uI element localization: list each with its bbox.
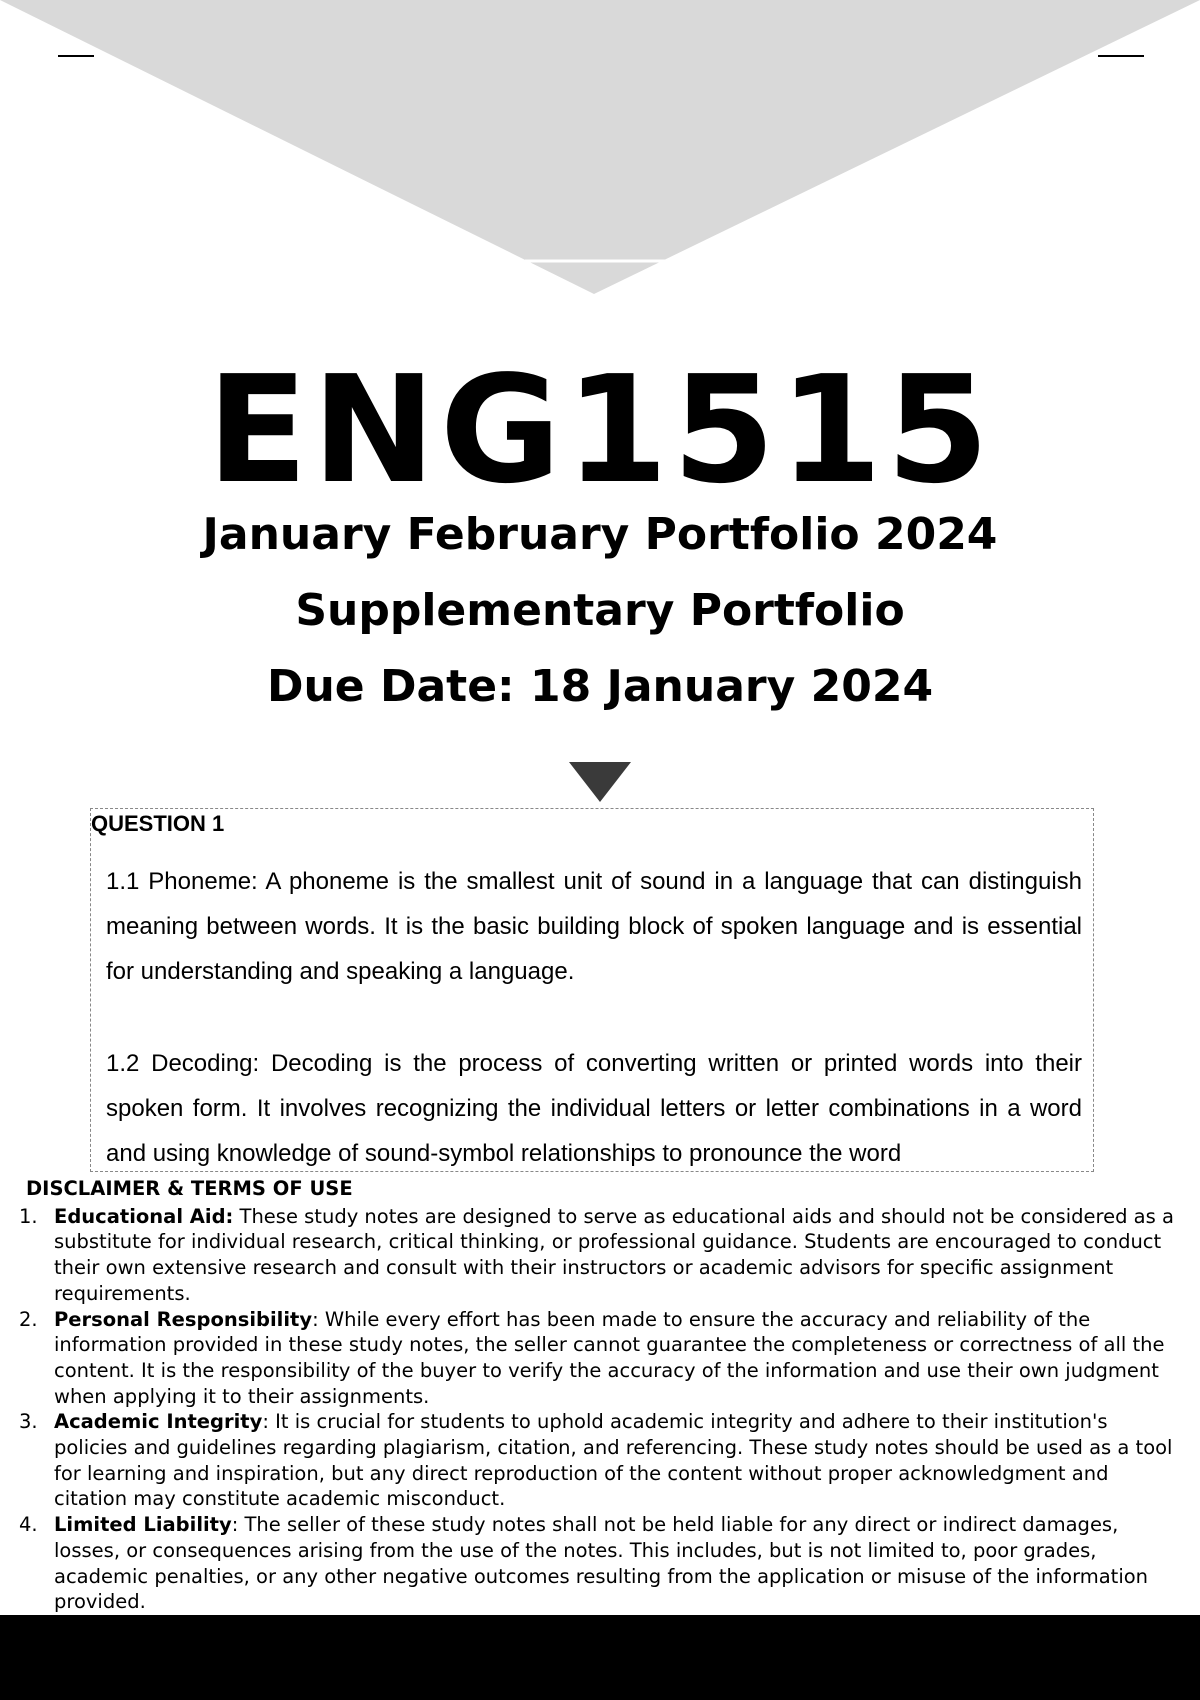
item-text: : The seller of these study notes shall not be held liable for any direct or indirect damages, losses, or consequences arising from the use of the notes. This includes, but is not limited to, poor grades, academic penalties, or any other negative outcomes resulting from the application or misuse of the information provided. (54, 1513, 1149, 1614)
due-date: Due Date: 18 January 2024 (266, 661, 934, 712)
item-number: 2. (19, 1307, 38, 1331)
question-preview-box (90, 808, 1094, 1172)
banner-chevron-graphic (0, 0, 1200, 300)
footer-black-bar (0, 1615, 1200, 1700)
left-corner-rule (58, 55, 94, 57)
item-text: : It is crucial for students to uphold academic integrity and adhere to their institution's policies and guidelines regarding plagiarism, citation, and referencing. These study notes should be used as a tool for learning and inspiration, but any direct reproduction of the content without proper acknowledgment and citation may constitute academic misconduct. (54, 1410, 1173, 1511)
answer-paragraph-1-1: 1.1 Phoneme: A phoneme is the smallest unit of sound in a language that can distinguish meaning between words. It is the basic building block of spoken language and is essential for understanding and speaking a language. (106, 868, 1082, 985)
item-term: Educational Aid: (54, 1204, 234, 1228)
item-term: Personal Responsibility (54, 1307, 313, 1331)
disclaimer-section (19, 1176, 1186, 1615)
disclaimer-title: DISCLAIMER & TERMS OF USE (26, 1177, 353, 1200)
disclaimer-item (19, 1409, 1186, 1512)
down-triangle-icon (569, 762, 631, 802)
chevron-shape (0, 0, 1200, 294)
item-text: : While every effort has been made to ensure the accuracy and reliability of the information provided in these study notes, the seller cannot guarantee the completeness or correctness of all the content. It is the responsibility of the buyer to verify the accuracy of the information and use their own judgment when applying it to their assignments. (54, 1307, 1165, 1408)
disclaimer-item (19, 1204, 1186, 1307)
item-term: Academic Integrity (54, 1410, 263, 1434)
portfolio-subtitle: January February Portfolio 2024 (202, 509, 998, 560)
item-number: 4. (19, 1513, 38, 1537)
item-text: These study notes are designed to serve as educational aids and should not be considered as a substitute for individual research, critical thinking, or professional guidance. Students are encouraged to conduct their own extensive research and consult with their instructors or academic advisors for specific assignment requirements. (54, 1204, 1174, 1305)
item-term: Limited Liability (54, 1513, 232, 1537)
disclaimer-item (19, 1307, 1186, 1410)
course-code-title: ENG1515 (206, 344, 994, 516)
item-number: 1. (19, 1204, 38, 1228)
answer-paragraph-1-2: 1.2 Decoding: Decoding is the process of converting written or printed words into their spoken form. It involves recognizing the individual letters or letter combinations in a word and using knowledge of sound-symbol relationships to pronounce the word (106, 1050, 1082, 1167)
item-number: 3. (19, 1410, 38, 1434)
right-corner-rule (1098, 55, 1144, 57)
disclaimer-item (19, 1512, 1186, 1615)
question-heading: QUESTION 1 (91, 811, 225, 836)
supplementary-subtitle: Supplementary Portfolio (295, 585, 905, 636)
disclaimer-list (19, 1204, 1186, 1615)
